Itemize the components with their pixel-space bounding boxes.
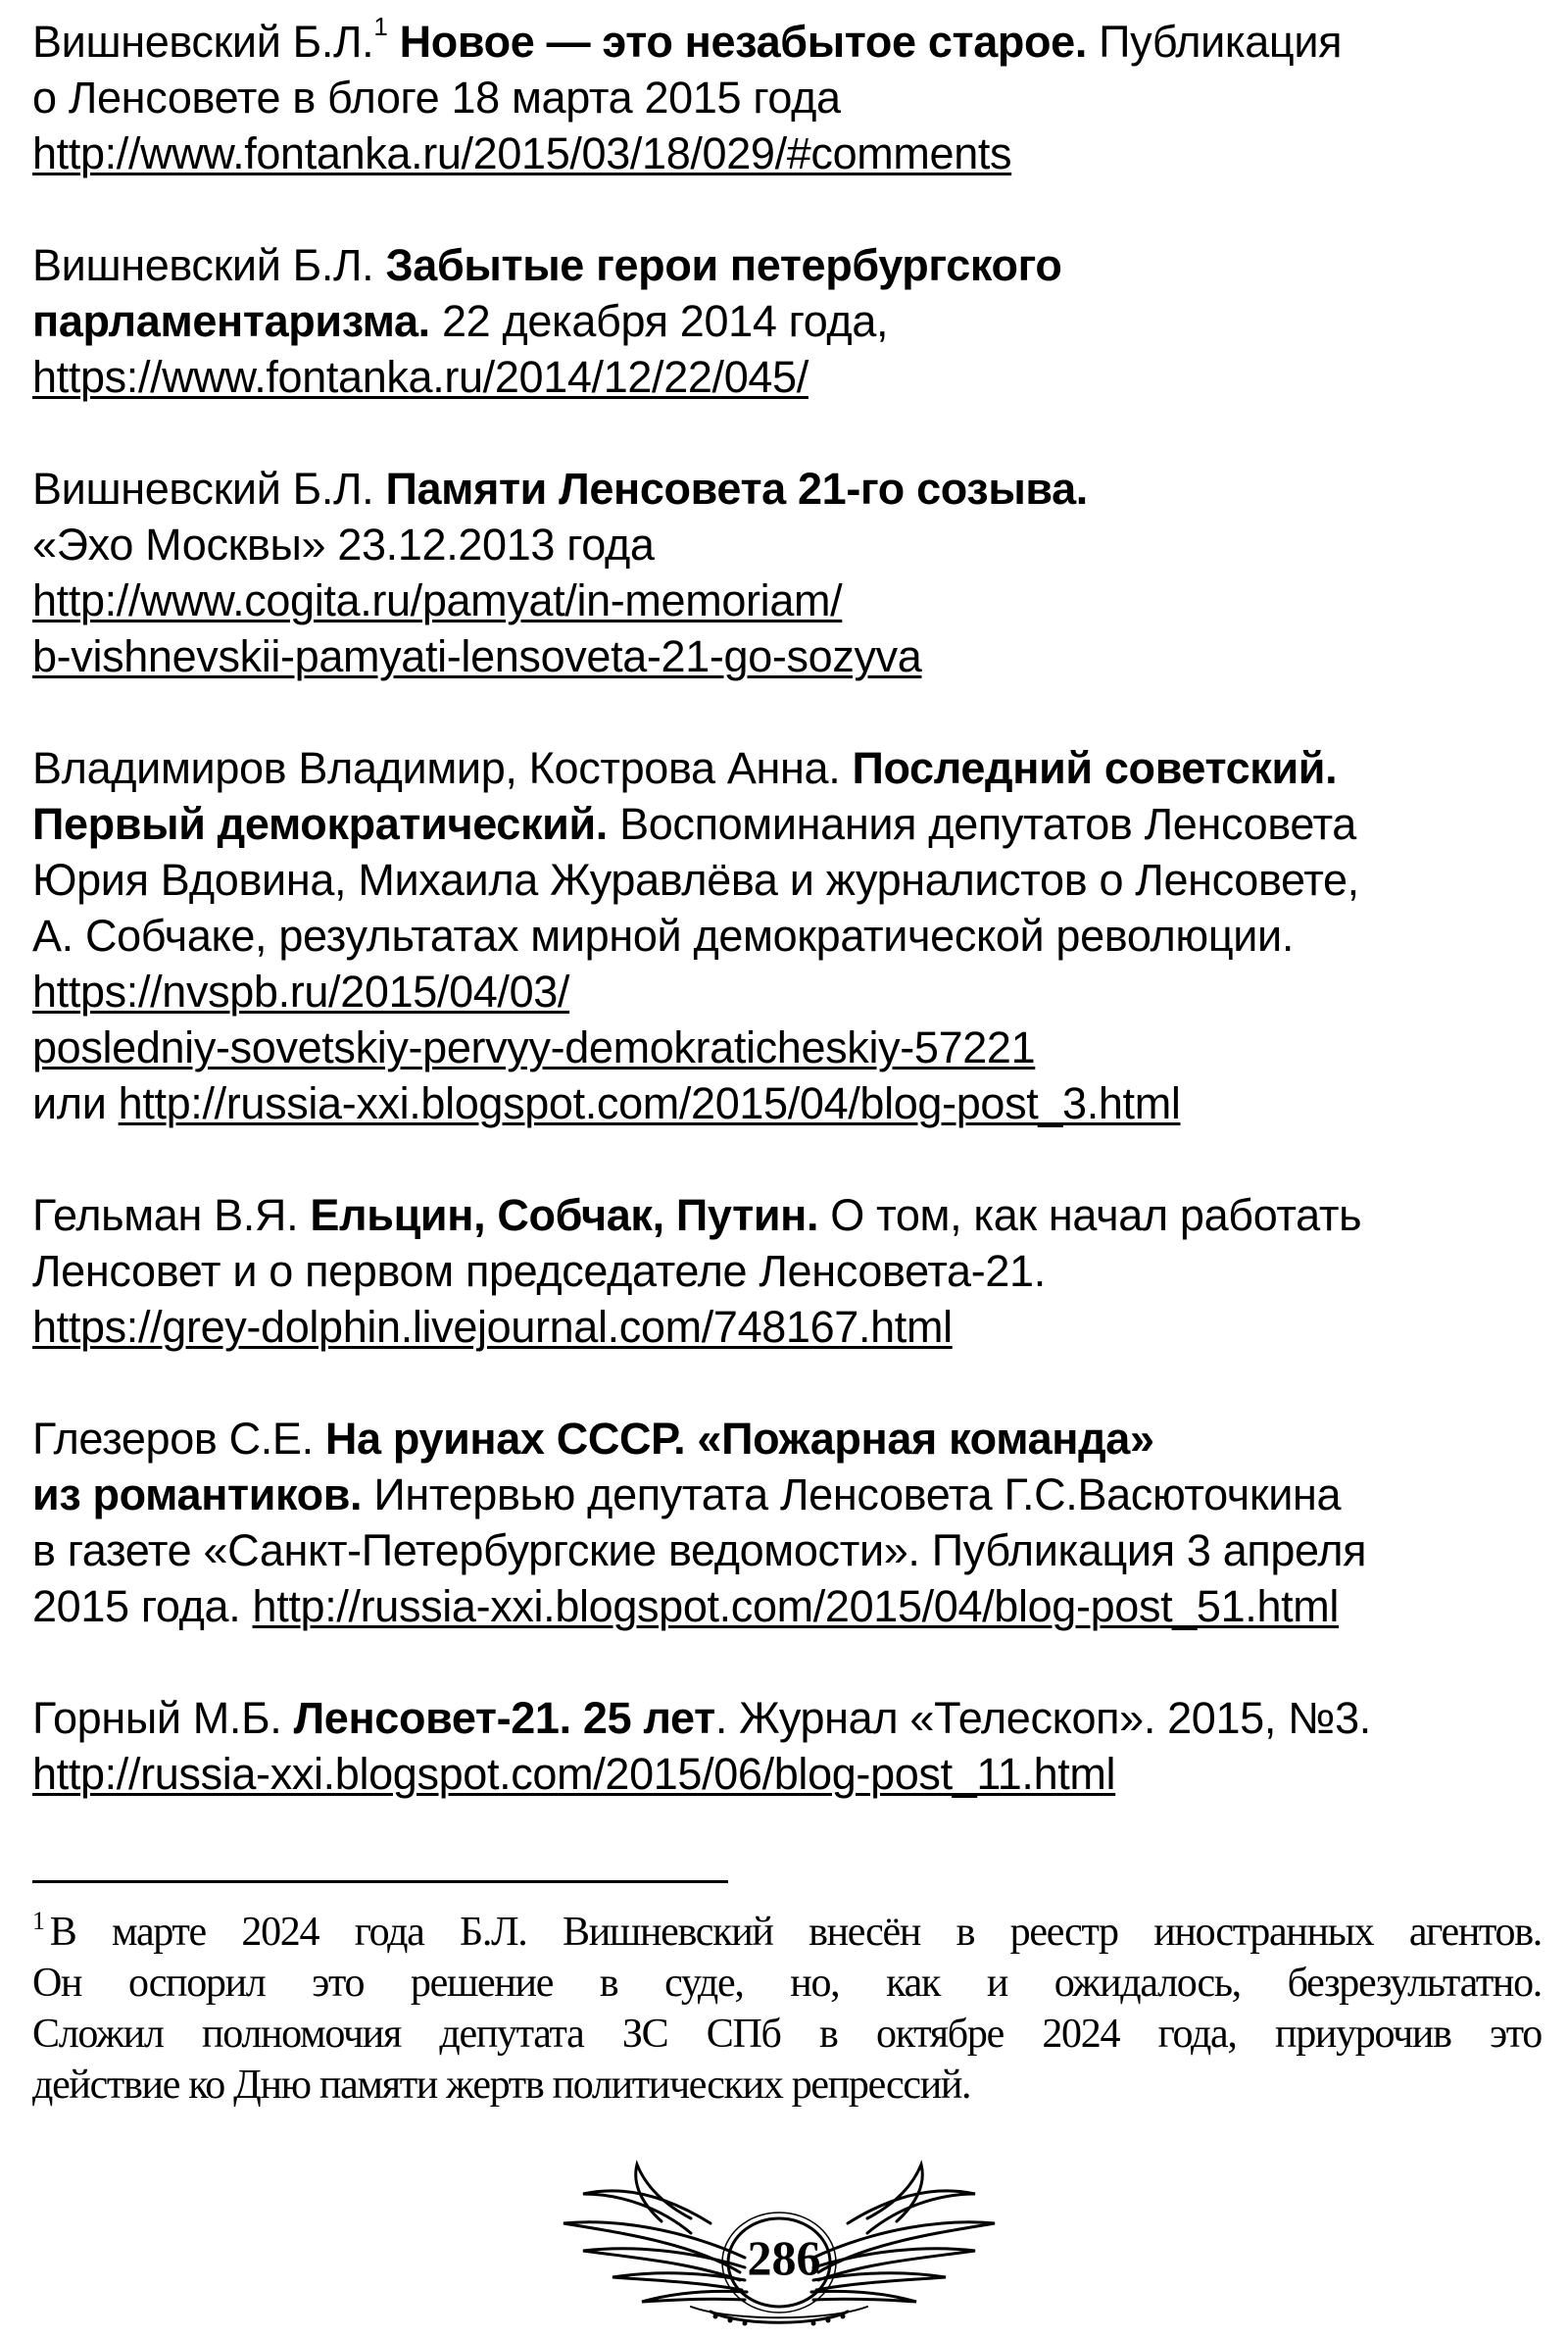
entry-link[interactable]: b-vishnevskii-pamyati-lensoveta-21-go-sozyva: [32, 631, 922, 681]
entry-line: [32, 852, 1542, 908]
entry-text: . Журнал «Телескоп». 2015, №3.: [714, 1693, 1371, 1743]
entry-line: [32, 1411, 1542, 1467]
footnote-text: Он оспорил это решение в суде, но, как и ожидалось, безрезультатно.: [32, 1961, 1542, 2006]
footnote-line: [32, 2060, 1542, 2111]
entry-line: [32, 1467, 1542, 1522]
footnote: [32, 1907, 1542, 2111]
entry-title: На руинах СССР. «Пожарная команда»: [324, 1414, 1154, 1464]
entry-title: парламентаризма.: [32, 296, 430, 346]
entry-line: [32, 70, 1542, 125]
entry-author: Горный М.Б.: [32, 1693, 282, 1743]
bibliography-entry: [32, 1187, 1542, 1355]
entry-text: о Ленсовете в блоге 18 марта 2015 года: [32, 73, 841, 123]
entry-link[interactable]: http://russia-xxi.blogspot.com/2015/04/blog-post_51.html: [252, 1581, 1340, 1631]
bibliography-entry: [32, 237, 1542, 405]
entry-title: Последний советский.: [852, 743, 1338, 793]
entry-line: [32, 1746, 1542, 1802]
entry-line: [32, 1020, 1542, 1075]
entry-title: Памяти Ленсовета 21-го созыва.: [385, 464, 1088, 514]
entry-link[interactable]: https://www.fontanka.ru/2014/12/22/045/: [32, 352, 808, 402]
entry-line: [32, 1075, 1542, 1131]
bibliography-entry: [32, 14, 1542, 181]
entry-line: [32, 572, 1542, 628]
entry-author: Вишневский Б.Л.: [32, 464, 374, 514]
link-prefix: или: [32, 1078, 107, 1128]
entry-author: Гельман В.Я.: [32, 1190, 299, 1240]
entry-link[interactable]: http://www.cogita.ru/pamyat/in-memoriam/: [32, 575, 843, 625]
footnote-text: Сложил полномочия депутата ЗС СПб в октябре 2024 года, приурочив это: [32, 2012, 1542, 2057]
footnote-text: действие ко Дню памяти жертв политических репрессий.: [32, 2063, 971, 2108]
entry-link[interactable]: http://www.fontanka.ru/2015/03/18/029/#comments: [32, 128, 1012, 178]
bibliography-entry: [32, 1411, 1542, 1634]
entry-text: А. Собчаке, результатах мирной демократической революции.: [32, 911, 1294, 961]
entry-title: Ленсовет-21. 25 лет: [293, 1693, 715, 1743]
entry-link[interactable]: https://grey-dolphin.livejournal.com/748167.html: [32, 1302, 953, 1352]
entry-text: 2015 года.: [32, 1581, 241, 1631]
entry-author: Владимиров Владимир, Кострова Анна.: [32, 743, 841, 793]
entry-title: Ельцин, Собчак, Путин.: [310, 1190, 819, 1240]
entry-line: [32, 1578, 1542, 1634]
entry-line: [32, 1243, 1542, 1299]
entry-link[interactable]: http://russia-xxi.blogspot.com/2015/06/blog-post_11.html: [32, 1749, 1116, 1799]
entry-text: Юрия Вдовина, Михаила Журавлёва и журналистов о Ленсовете,: [32, 855, 1359, 905]
entry-title: из романтиков.: [32, 1469, 363, 1519]
entry-text: О том, как начал работать: [830, 1190, 1362, 1240]
entry-line: [32, 796, 1542, 852]
footnote-text: В марте 2024 года Б.Л. Вишневский внесён в реестр иностранных агентов.: [49, 1910, 1542, 1955]
entry-line: [32, 461, 1542, 517]
page-number: 286: [747, 2230, 821, 2285]
entry-author: Вишневский Б.Л.: [32, 240, 374, 290]
entry-line: [32, 628, 1542, 684]
entry-line: [32, 908, 1542, 964]
entry-title: Первый демократический.: [32, 799, 608, 849]
entry-text: Интервью депутата Ленсовета Г.С.Васюточкина: [373, 1469, 1342, 1519]
entry-line: [32, 517, 1542, 572]
entry-line: [32, 14, 1542, 70]
footnote-line: [32, 1907, 1542, 1958]
entry-title: Забытые герои петербургского: [385, 240, 1062, 290]
entry-text: Воспоминания депутатов Ленсовета: [619, 799, 1356, 849]
entry-text: Ленсовет и о первом председателе Ленсовета-21.: [32, 1246, 1046, 1296]
footnote-line: [32, 2009, 1542, 2060]
entry-line: [32, 125, 1542, 181]
entry-line: [32, 1522, 1542, 1578]
bibliography-entry: [32, 461, 1542, 684]
entry-link[interactable]: https://nvspb.ru/2015/04/03/: [32, 967, 570, 1017]
entry-text: 22 декабря 2014 года,: [441, 296, 889, 346]
bibliography-entry: [32, 1690, 1542, 1802]
entry-line: [32, 237, 1542, 293]
entry-line: [32, 964, 1542, 1020]
entry-line: [32, 740, 1542, 796]
footnote-line: [32, 1958, 1542, 2009]
entry-text: «Эхо Москвы» 23.12.2013 года: [32, 520, 655, 570]
entry-text: Публикация: [1099, 17, 1343, 67]
entry-text: в газете «Санкт-Петербургские ведомости». Публикация 3 апреля: [32, 1525, 1367, 1575]
entry-line: [32, 1299, 1542, 1355]
entry-line: [32, 293, 1542, 349]
entry-line: [32, 1690, 1542, 1746]
footnote-marker: 1: [373, 12, 388, 41]
entry-author: Вишневский Б.Л.: [32, 17, 374, 67]
footnote-divider: [32, 1880, 728, 1883]
footnote-number: 1: [32, 1907, 44, 1935]
entry-link[interactable]: posledniy-sovetskiy-pervyy-demokraticheskiy-57221: [32, 1022, 1036, 1072]
entry-link[interactable]: http://russia-xxi.blogspot.com/2015/04/blog-post_3.html: [118, 1078, 1181, 1128]
entry-line: [32, 349, 1542, 405]
entry-line: [32, 1187, 1542, 1243]
bibliography-list: [32, 14, 1542, 1858]
bibliography-entry: [32, 740, 1542, 1131]
entry-author: Глезеров С.Е.: [32, 1414, 314, 1464]
entry-title: Новое — это незабытое старое.: [399, 17, 1088, 67]
